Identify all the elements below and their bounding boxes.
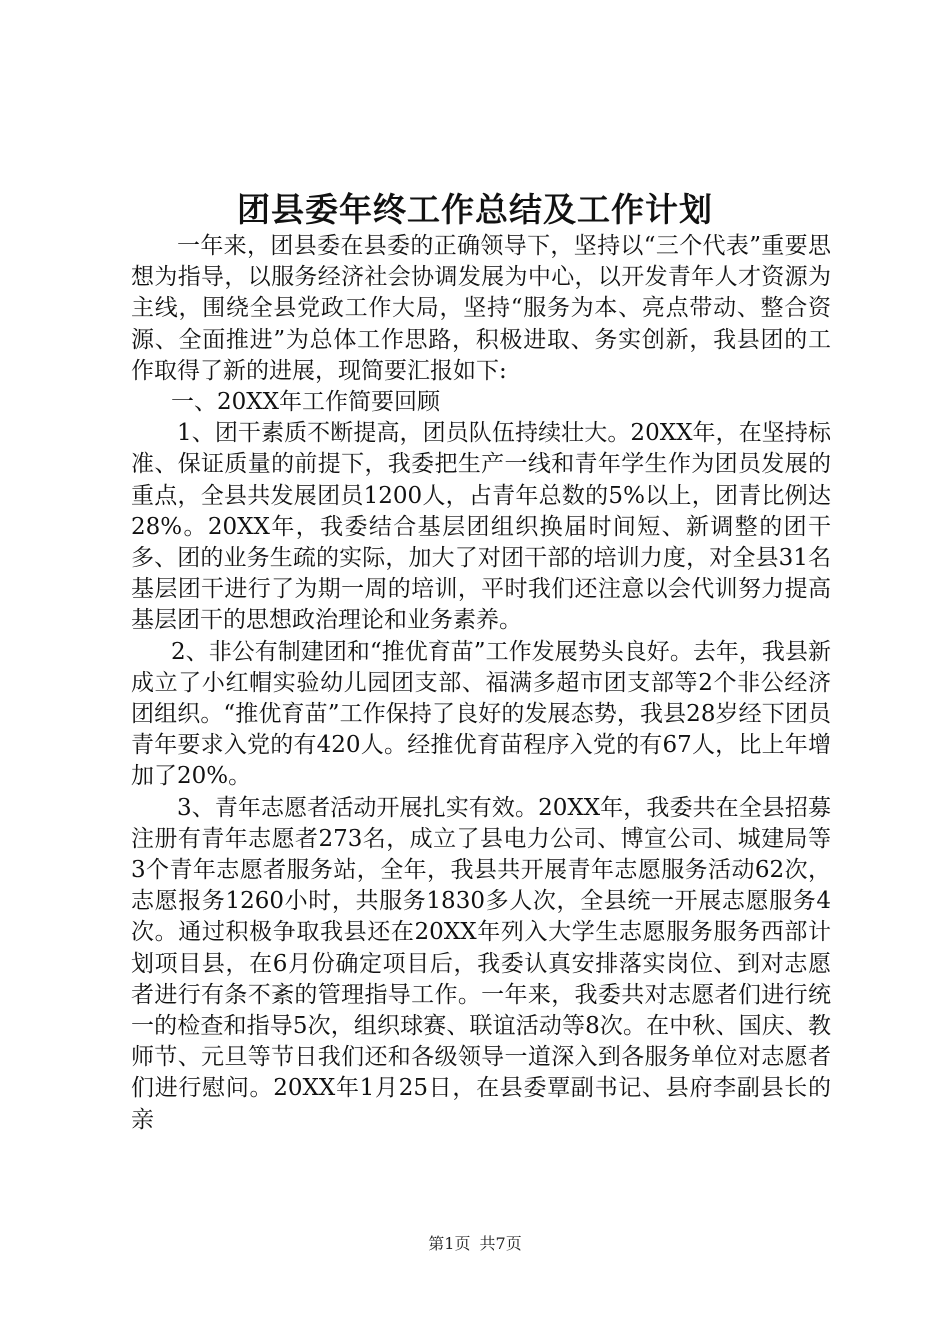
page-number: 第1页 [428,1234,471,1253]
paragraph-item-3: 3、青年志愿者活动开展扎实有效。20XX年，我委共在全县招募注册有青年志愿者273名，成立了县电力公司、博宣公司、城建局等3个青年志愿者服务站，全年，我县共开展青年志愿服务活动62次，志愿报务1260小时，共服务1830多人次，全县统一开展志愿服务4次。通过积极争取我县还在20XX年列入大学生志愿服务服务西部计划项目县，在6月份确定项目后，我委认真安排落实岗位、到对志愿者进行有条不紊的管理指导工作。一年来，我委共对志愿者们进行统一的检查和指导5次，组织球赛、联谊活动等8次。在中秋、国庆、教师节、元旦等节日我们还和各级领导一道深入到各服务单位对志愿者们进行慰问。20XX年1月25日，在县委覃副书记、县府李副县长的亲 [131,794,831,1133]
page-total: 共7页 [479,1234,522,1253]
document-title: 团县委年终工作总结及工作计划 [237,190,713,229]
document-body [131,231,831,1136]
section-heading: 一、20XX年工作简要回顾 [171,389,441,416]
paragraph-item-1: 1、团干素质不断提高，团员队伍持续壮大。20XX年，在坚持标准、保证质量的前提下，我委把生产一线和青年学生作为团员发展的重点，全县共发展团员1200人，占青年总数的5%以上，团青比例达28%。20XX年，我委结合基层团组织换届时间短、新调整的团干多、团的业务生疏的实际，加大了对团干部的培训力度，对全县31名基层团干进行了为期一周的培训，平时我们还注意以会代训努力提高基层团干的思想政治理论和业务素养。 [131,420,831,634]
page-footer [0,1232,950,1256]
paragraph-item-2: 2、非公有制建团和“推优育苗”工作发展势头良好。去年，我县新成立了小红帽实验幼儿园团支部、福满多超市团支部等2个非公经济团组织。“推优育苗”工作保持了良好的发展态势，我县28岁经下团员青年要求入党的有420人。经推优育苗程序入党的有67人，比上年增加了20%。 [131,638,831,790]
paragraph-intro: 一年来，团县委在县委的正确领导下，坚持以“三个代表”重要思想为指导，以服务经济社会协调发展为中心，以开发青年人才资源为主线，围绕全县党政工作大局，坚持“服务为本、亮点带动、整合资源、全面推进”为总体工作思路，积极进取、务实创新，我县团的工作取得了新的进展，现简要汇报如下: [131,233,831,384]
